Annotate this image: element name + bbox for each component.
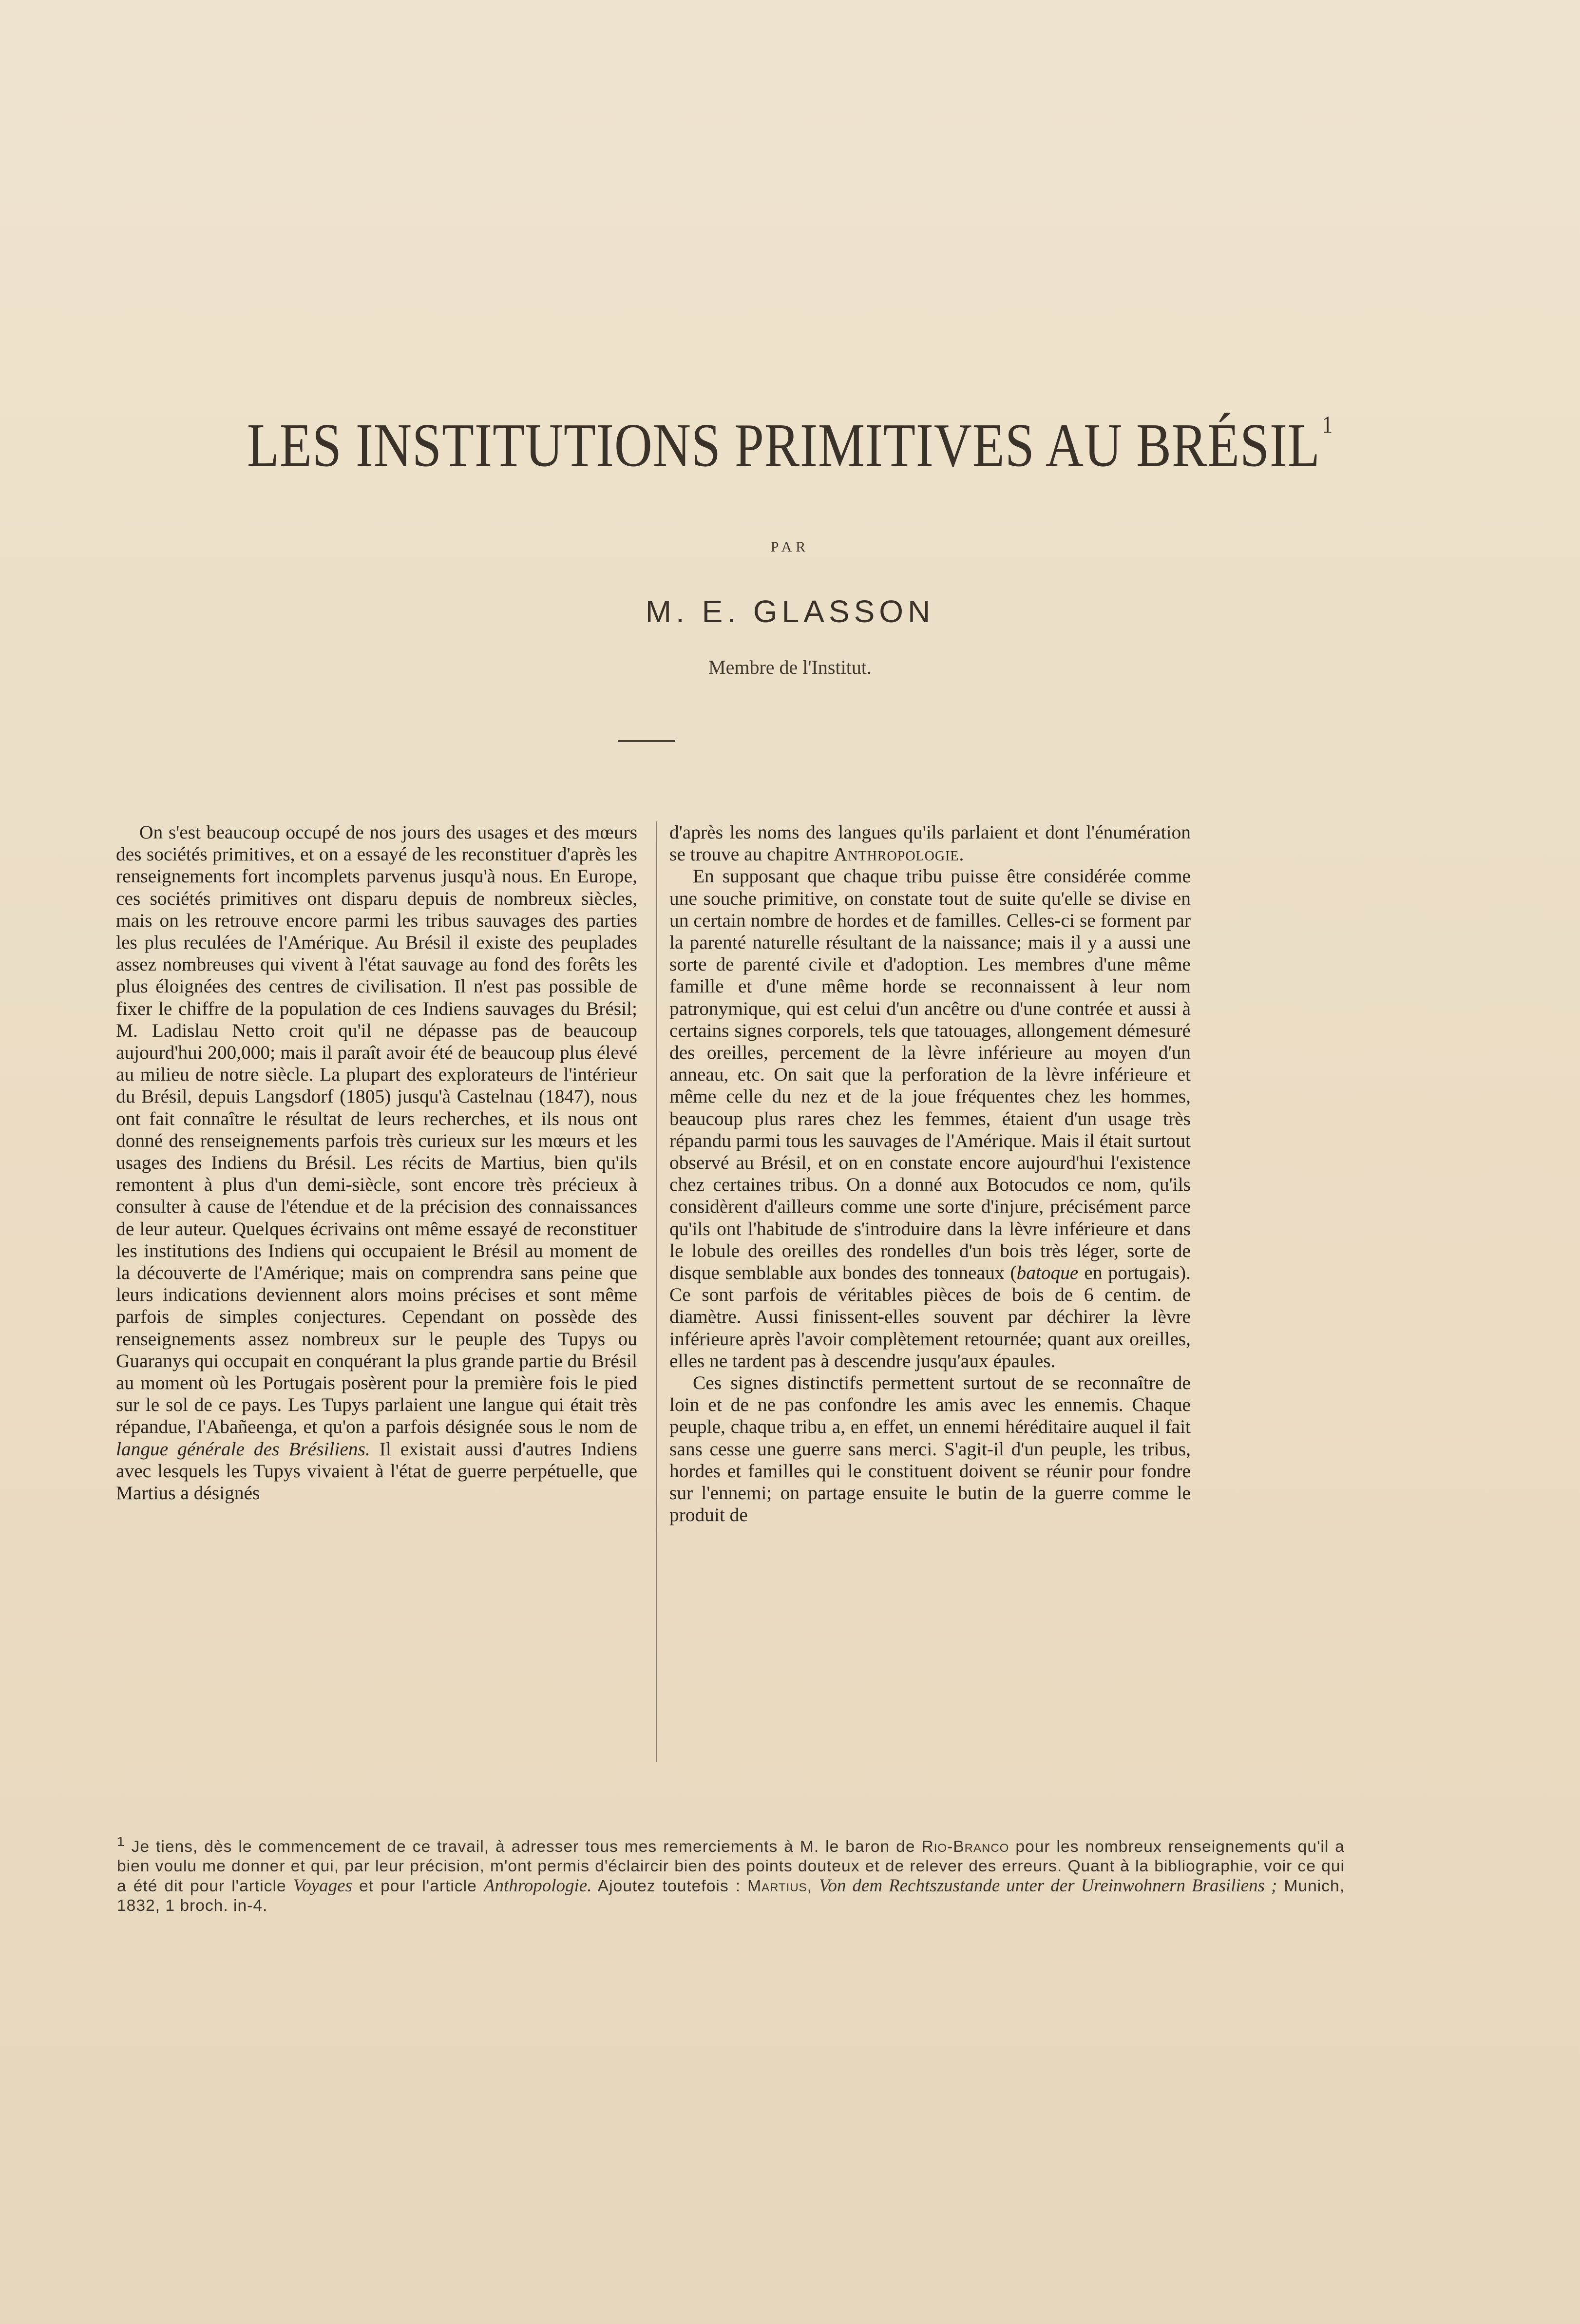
footnote-text: et pour l'article <box>359 1877 477 1896</box>
article-title-text: LES INSTITUTIONS PRIMITIVES AU BRÉSIL <box>247 411 1320 480</box>
paragraph-right-1 <box>669 821 1191 865</box>
title-footnote-marker: 1 <box>1322 412 1333 438</box>
author-name: M. E. GLASSON <box>645 594 935 629</box>
paragraph-text: Ces signes distinctifs permettent surtout de se reconnaître de loin et de ne pas confondre les amis avec les ennemis. Chaque peuple, chaque tribu a, en effet, un ennemi héréditaire auquel il fait sans cesse une guerre sans merci. S'agit-il d'un peuple, les tribus, hordes et familles qui le constituent doivent se réunir pour fondre sur l'ennemi; on partage ensuite le butin de la guerre comme le produit de <box>669 1372 1191 1526</box>
footnote-marker: 1 <box>117 1834 125 1849</box>
footnote-text: Ajoutez toutefois : <box>597 1877 741 1896</box>
footnote-name: Rio-Branco <box>921 1838 1009 1856</box>
title-rule <box>618 740 675 742</box>
footnote-italic: Von dem Rechtszustande unter der Ureinwohnern Brasiliens ; <box>819 1876 1277 1896</box>
italic-phrase: langue générale des Brésiliens. <box>116 1438 370 1460</box>
footnote-italic: Anthropologie. <box>483 1876 592 1896</box>
footnote-italic: Voyages <box>293 1876 352 1896</box>
column-divider <box>656 821 657 1762</box>
author-affiliation: Membre de l'Institut. <box>708 656 872 678</box>
article-title <box>117 411 1463 480</box>
paragraph-text: Il existait aussi d'autres Indiens avec lesquels les Tupys vivaient à l'état de guerre perpétuelle, que Martius a désignés <box>116 1438 638 1504</box>
left-column <box>116 821 637 1504</box>
italic-word: batoque <box>1016 1262 1079 1284</box>
footnote <box>117 1832 1345 1916</box>
paragraph-text: On s'est beaucoup occupé de nos jours des usages et des mœurs des sociétés primitives, et on a essayé de les reconstituer d'après les renseignements fort incomplets parvenus jusqu'à nous. En Europe, ces sociétés primitives ont disparu depuis de nombreux siècles, mais on les retrouve encore parmi les tribus sauvages des parties les plus reculées de l'Amérique. Au Brésil il existe des peuplades assez nombreuses qui vivent à l'état sauvage au fond des forêts les plus éloignées des centres de civilisation. Il n'est pas possible de fixer le chiffre de la population de ces Indiens sauvages du Brésil; M. Ladislau Netto croit qu'il ne dépasse pas de beaucoup aujourd'hui 200,000; mais il paraît avoir été de beaucoup plus élevé au milieu de notre siècle. La plupart des explorateurs de l'intérieur du Brésil, depuis Langsdorf (1805) jusqu'à Castelnau (1847), nous ont fait connaître le résultat de leurs recherches, et ils nous ont donné des renseignements parfois très curieux sur les mœurs et les usages des Indiens du Brésil. Les récits de Martius, bien qu'ils remontent à plus d'un demi-siècle, sont encore très précieux à consulter à cause de l'étendue et de la précision des connaissances de leur auteur. Quelques écrivains ont même essayé de reconstituer les institutions des Indiens qui occupaient le Brésil au moment de la découverte de l'Amérique; mais on comprendra sans peine que leurs indications deviennent alors moins précises et sont même parfois de simples conjectures. Cependant on possède des renseignements assez nombreux sur le peuple des Tupys ou Guaranys qui occupait en conquérant la plus grande partie du Brésil au moment où les Portugais posèrent pour la première fois le pied sur le sol de ce pays. Les Tupys parlaient une langue qui était très répandue, l'Abañeenga, et qu'on a parfois désignée sous le nom de <box>116 821 637 1438</box>
paragraph-text: d'après les noms des langues qu'ils parlaient et dont l'énumération se trouve au chapitre <box>669 821 1191 865</box>
by-label: PAR <box>770 539 810 555</box>
footnote-text: Je tiens, dès le commencement de ce travail, à adresser tous mes remerciements à M. le baron de <box>131 1838 915 1856</box>
paragraph-right-2 <box>669 865 1191 1372</box>
paragraph-text: en portugais). Ce sont parfois de véritables pièces de bois de 6 centim. de diamètre. Aussi finissent-elles souvent par déchirer la lèvre inférieure après l'avoir complètement retournée; quant aux oreilles, elles ne tardent pas à descendre jusqu'aux épaules. <box>669 1262 1191 1372</box>
footnote-text: pour les nombreux renseignements qu'il a bien voulu me donner et qui, par leur précision, m'ont permis d'éclaircir bien des points douteux et de relever des erreurs. Quant à la bibliographie, voir ce qui a été dit pour l'article <box>117 1838 1345 1896</box>
paragraph-text: En supposant que chaque tribu puisse être considérée comme une souche primitive, on constate tout de suite qu'elle se divise en un certain nombre de hordes et de familles. Celles-ci se forment par la parenté naturelle résultant de la naissance; mais il y a aussi une sorte de parenté civile et d'adoption. Les membres d'une même famille et d'une même horde se reconnaissent à leur nom patronymique, qui est celui d'un ancêtre ou d'une contrée et aussi à certains signes corporels, tels que tatouages, allongement démesuré des oreilles, percement de la lèvre inférieure au moyen d'un anneau, etc. On sait que la perforation de la lèvre inférieure et même celle du nez et de la joue fréquentes chez les hommes, beaucoup plus rares chez les femmes, étaient d'un usage très répandu parmi tous les sauvages de l'Amérique. Mais il était surtout observé au Brésil, et on en constate encore aujourd'hui l'existence chez certaines tribus. On a donné aux Botocudos ce nom, qu'ils considèrent d'ailleurs comme une sorte d'injure, précisément parce qu'ils ont l'habitude de s'introduire dans la lèvre inférieure et dans le lobule des oreilles des rondelles d'un bois très léger, sorte de disque semblable aux bondes des tonneaux ( <box>669 865 1191 1284</box>
footnote-text: Munich, 1832, 1 broch. in-4. <box>117 1877 1345 1915</box>
right-column <box>669 821 1191 1526</box>
footnote-author: Martius, <box>747 1877 812 1896</box>
paragraph-left-1 <box>116 821 637 1504</box>
small-caps-term: Anthropologie. <box>833 843 965 865</box>
paragraph-right-3 <box>669 1372 1191 1526</box>
